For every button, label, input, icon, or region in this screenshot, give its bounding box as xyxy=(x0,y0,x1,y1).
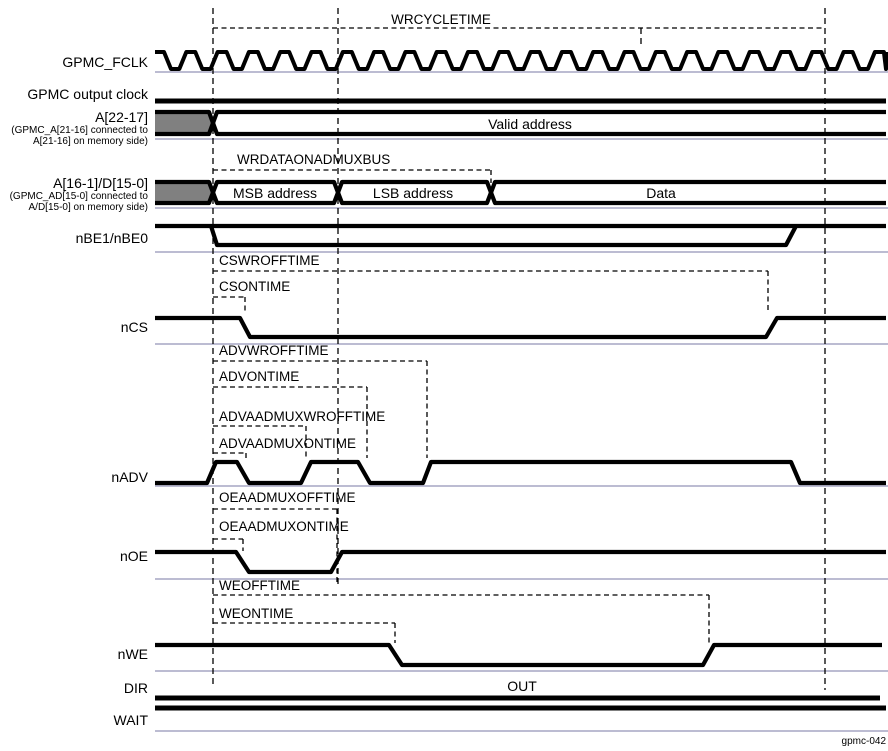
nwe-trace xyxy=(155,645,882,665)
ad-bus-segment-label: Data xyxy=(646,185,676,201)
weofftime-label: WEOFFTIME xyxy=(219,578,300,593)
csontime-label: CSONTIME xyxy=(219,279,291,294)
ad-bus-note-1: (GPMC_AD[15-0] connected to xyxy=(9,191,148,202)
oeaadmuxofftime-label: OEAADMUXOFFTIME xyxy=(219,490,356,505)
nbe-low-trace xyxy=(211,226,796,245)
advwrofftime-label: ADVWROFFTIME xyxy=(219,343,329,358)
noe-trace xyxy=(155,552,886,572)
cswrofftime-label: CSWROFFTIME xyxy=(219,253,320,268)
oeaadmuxontime-label: OEAADMUXONTIME xyxy=(219,519,349,534)
ad-bus-note-2: A/D[15-0] on memory side) xyxy=(28,202,148,213)
ad-bus-segment-label: LSB address xyxy=(372,185,454,201)
gpmc-fclk-label: GPMC_FCLK xyxy=(62,54,148,70)
nwe-label: nWE xyxy=(117,646,148,662)
advaadmuxontime-label: ADVAADMUXONTIME xyxy=(219,436,357,451)
a-bus-invalid-fill xyxy=(155,114,213,133)
wrcycletime-label: WRCYCLETIME xyxy=(391,12,491,27)
a-bus-segment-label: Valid address xyxy=(488,116,572,132)
ad-bus-invalid-fill xyxy=(155,184,213,202)
a-bus-note-2: A[21-16] on memory side) xyxy=(32,136,148,147)
wrdataonadmuxbus-label: WRDATAONADMUXBUS xyxy=(237,152,391,167)
wait-label: WAIT xyxy=(113,712,148,728)
nadv-trace xyxy=(155,462,886,483)
ncs-trace xyxy=(155,318,886,337)
dir-label: DIR xyxy=(123,680,148,696)
noe-label: nOE xyxy=(119,548,148,564)
a-bus-note-1: (GPMC_A[21-16] connected to xyxy=(11,125,148,136)
gpmc-output-clock-label: GPMC output clock xyxy=(27,86,148,102)
advontime-label: ADVONTIME xyxy=(219,369,300,384)
nbe-label: nBE1/nBE0 xyxy=(75,230,148,246)
a-bus-label: A[22-17] xyxy=(95,109,148,125)
weontime-label: WEONTIME xyxy=(219,606,294,621)
ad-bus-segment-label: MSB address xyxy=(232,185,318,201)
ad-bus-label: A[16-1]/D[15-0] xyxy=(53,175,148,191)
nadv-label: nADV xyxy=(111,469,148,485)
advaadmuxwrofftime-label: ADVAADMUXWROFFTIME xyxy=(219,409,386,424)
figure-id-label: gpmc-042 xyxy=(841,736,886,747)
gpmc-fclk-waveform xyxy=(155,52,886,69)
dir-value-label: OUT xyxy=(507,678,537,694)
ncs-label: nCS xyxy=(120,319,148,335)
